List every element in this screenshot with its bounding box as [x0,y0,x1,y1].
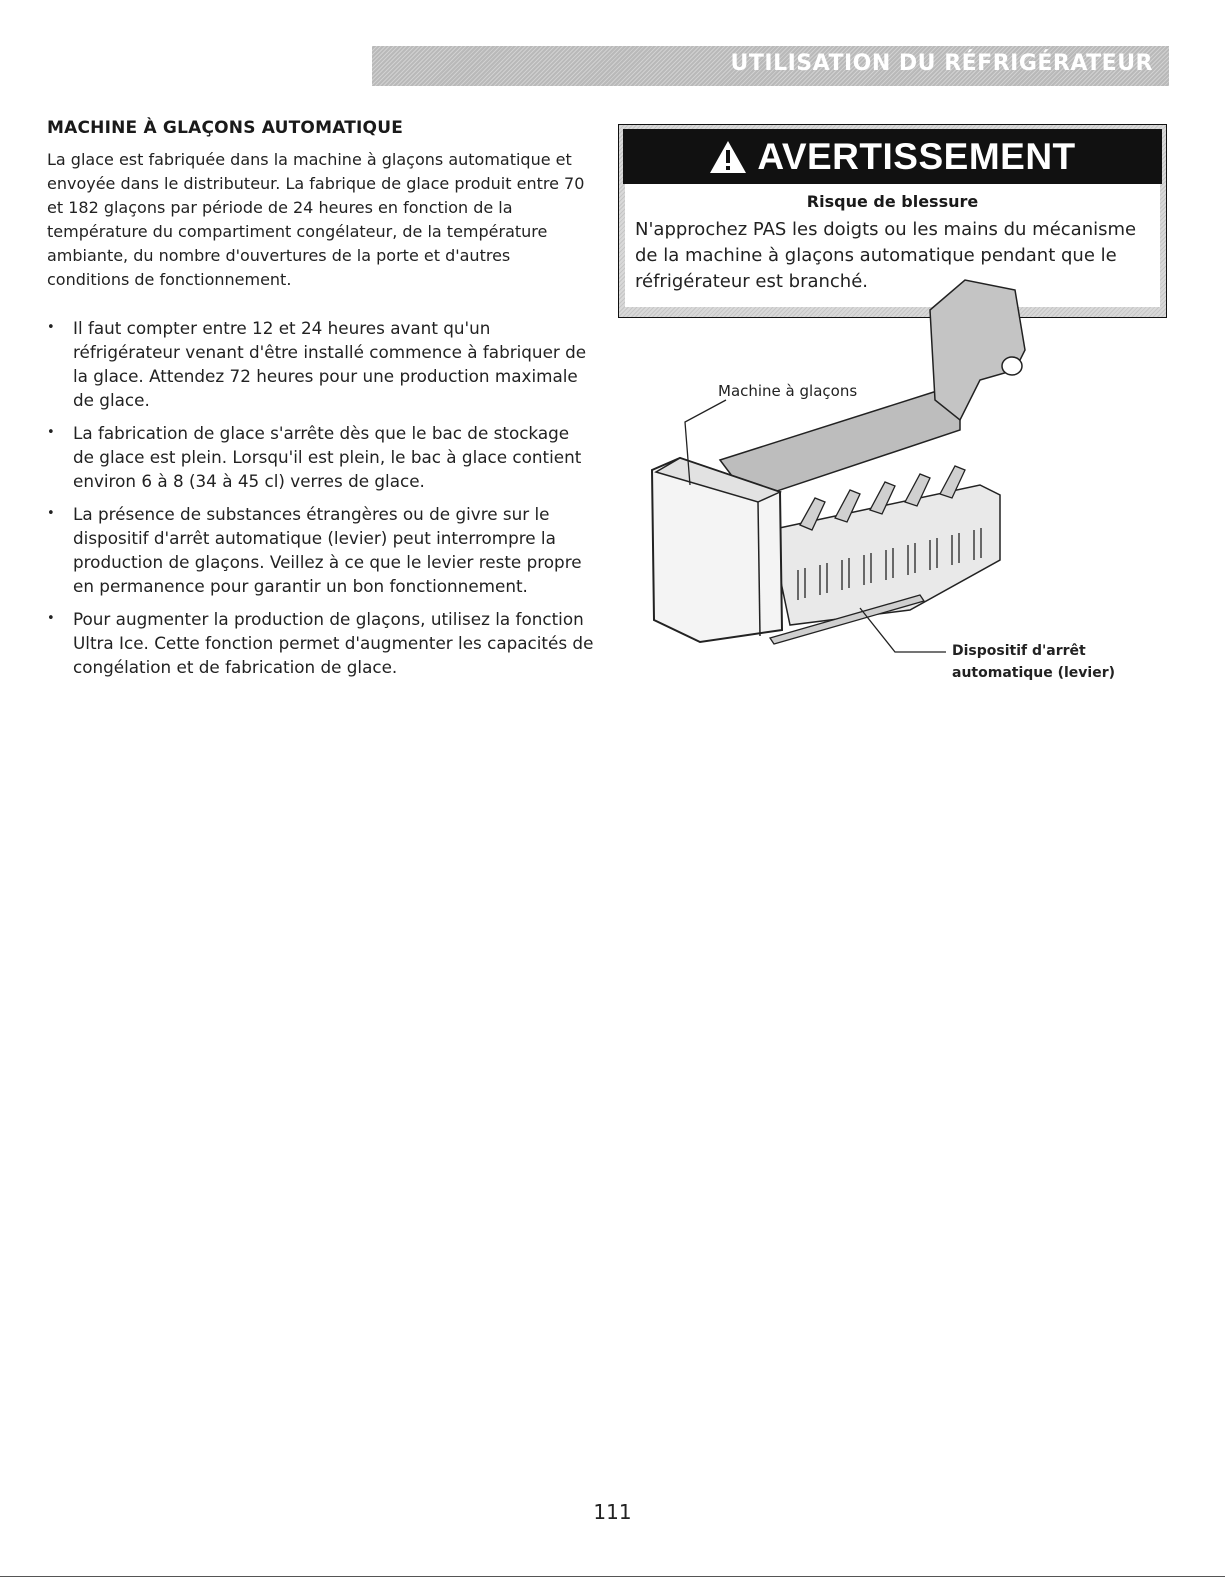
warning-title: AVERTISSEMENT [757,135,1076,177]
label-lever [952,640,1115,684]
list-item [47,316,595,412]
list-item [47,607,595,679]
warning-text: N'approchez PAS les doigts ou les mains du mécanisme de la machine à glaçons automatique pendant que le réfrigérateur est branché. [635,219,1137,292]
bullet-icon: • [47,320,55,335]
list-item-text: Il faut compter entre 12 et 24 heures avant qu'un réfrigérateur venant d'être installé commence à fabriquer de la glace. Attendez 72 heures pour une production maximale de glace. [73,318,587,410]
label-lever-line1: Dispositif d'arrêt [952,643,1086,659]
warning-subtitle: Risque de blessure [806,192,979,211]
intro-paragraph: La glace est fabriquée dans la machine à glaçons automatique et envoyée dans le distributeur. La fabrique de glace produit entre 70 et 182 glaçons par période de 24 heures en fonction de la température du compartiment congélateur, de la température ambiante, du nombre d'ouvertures de la porte et d'autres conditions de fonctionnement. [47,150,585,289]
bottom-rule [0,1576,1225,1577]
warning-header [623,129,1162,184]
label-lever-line2: automatique (levier) [952,665,1116,681]
label-ice-maker: Machine à glaçons [718,382,858,400]
bullet-icon: • [47,425,55,440]
list-item [47,502,595,598]
page-number: 111 [593,1500,632,1524]
header-title: UTILISATION DU RÉFRIGÉRATEUR [730,51,1153,76]
list-item [47,421,595,493]
header-bar [372,46,1169,86]
ice-maker-figure [640,270,1160,690]
warning-triangle-icon [709,140,747,174]
ice-maker-illustration [640,270,1160,690]
list-item-text: La présence de substances étrangères ou de givre sur le dispositif d'arrêt automatique (levier) peut interrompre la production de glaçons. Veillez à ce que le levier reste propre en permanence pour garantir un bon fonctionnement. [73,504,582,596]
bullet-icon: • [47,506,55,521]
list-item-text: La fabrication de glace s'arrête dès que le bac de stockage de glace est plein. Lorsqu'il est plein, le bac à glace contient environ 6 à 8 (34 à 45 cl) verres de glace. [73,423,582,491]
left-column [47,118,595,688]
list-item-text: Pour augmenter la production de glaçons, utilisez la fonction Ultra Ice. Cette fonction permet d'augmenter les capacités de congélation et de fabrication de glace. [73,609,594,677]
bullet-list [47,316,595,679]
bullet-icon: • [47,611,55,626]
section-heading: MACHINE À GLAÇONS AUTOMATIQUE [47,118,404,138]
